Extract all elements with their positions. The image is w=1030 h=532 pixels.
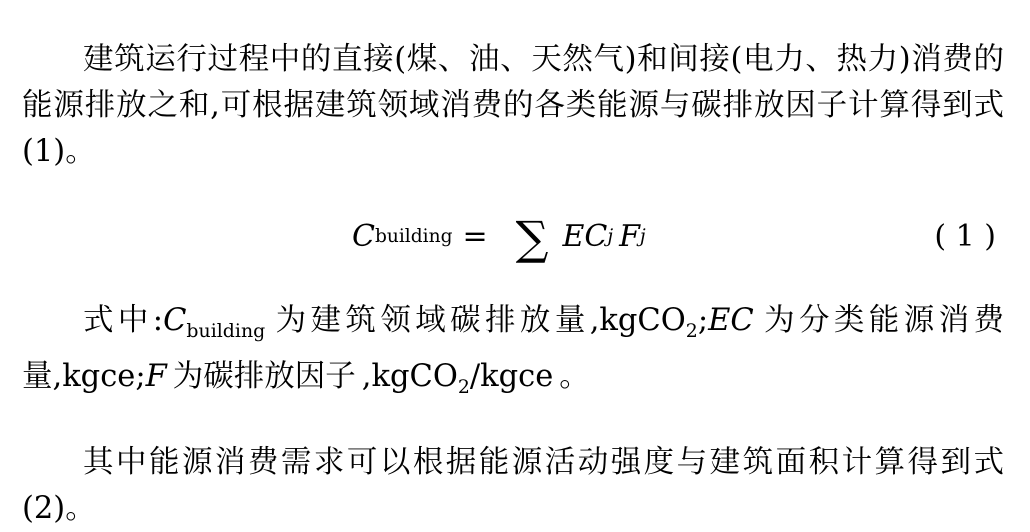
definition-text-6: /kgce	[469, 358, 554, 394]
paragraph-closing: 其中能源消费需求可以根据能源活动强度与建筑面积计算得到式(2)。	[22, 445, 1004, 527]
definition-text-7: 。	[559, 358, 590, 394]
definition-symbol-ec: EC	[708, 302, 754, 338]
formula-1-lhs-symbol: C	[352, 218, 375, 254]
summation-icon: ∑	[515, 211, 549, 265]
definition-unit-1-subscript: 2	[685, 319, 698, 342]
formula-1-term1-subscript: j	[607, 225, 614, 247]
definition-text-5: ,kgCO	[361, 358, 458, 394]
formula-1-term1-symbol: EC	[562, 218, 608, 254]
definition-text-4: 为碳排放因子	[172, 358, 356, 394]
formula-1-row	[22, 205, 1004, 267]
formula-1-lhs-subscript: building	[374, 225, 453, 247]
paragraph-definitions	[22, 298, 1004, 410]
definition-symbol-c: C	[163, 302, 187, 338]
formula-1-body	[352, 211, 646, 265]
definition-symbol-c-subscript: building	[186, 319, 266, 342]
definition-text-2: ;	[697, 302, 709, 338]
definition-text-3: 为分类能源消费量,kgce;	[22, 302, 1005, 394]
definition-unit-2-subscript: 2	[457, 375, 470, 398]
formula-1-equals: =	[462, 218, 488, 254]
definition-text-1: 为建筑领域碳排放量,kgCO	[271, 302, 686, 338]
formula-1-number: ( 1 )	[934, 218, 996, 254]
definition-symbol-f: F	[145, 358, 167, 394]
paragraph-intro: 建筑运行过程中的直接(煤、油、天然气)和间接(电力、热力)消费的能源排放之和,可根据建筑领域消费的各类能源与碳排放因子计算得到式(1)。	[22, 41, 1004, 169]
formula-1-term2-symbol: F	[619, 218, 640, 254]
formula-1-term2-subscript: j	[639, 225, 646, 247]
definition-lead: 式中:	[83, 302, 164, 338]
